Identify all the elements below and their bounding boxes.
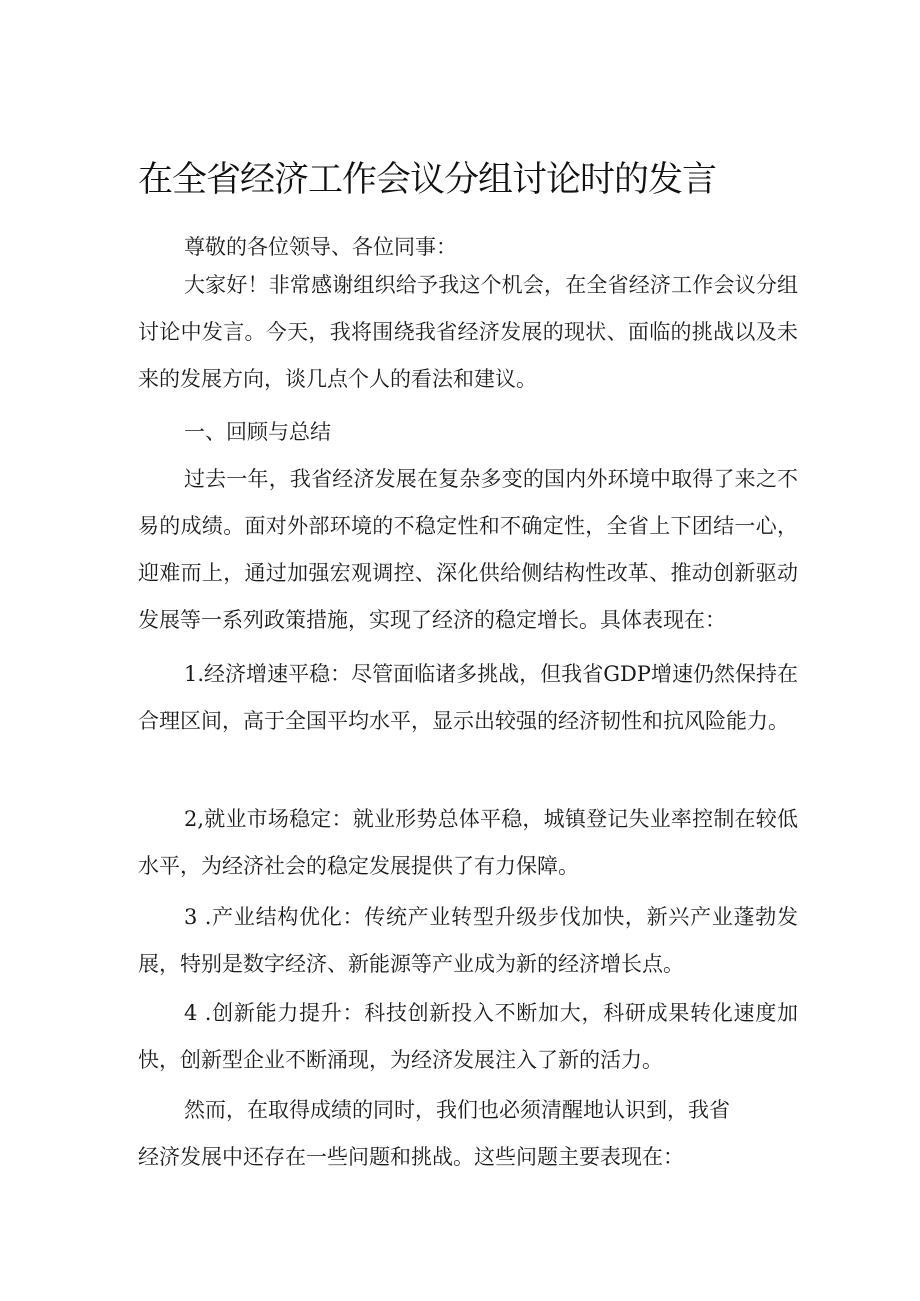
intro-paragraph: 大家好！非常感谢组织给予我这个机会，在全省经济工作会议分组讨论中发言。今天，我将围绕我省经济发展的现状、面临的挑战以及未来的发展方向，谈几点个人的看法和建议。 (138, 273, 798, 391)
point-item-4: 4 .创新能力提升：科技创新投入不断加大，科研成果转化速度加快，创新型企业不断涌现，为经济发展注入了新的活力。 (138, 1001, 798, 1072)
document-title: 在全省经济工作会议分组讨论时的发言 (138, 160, 717, 200)
point-item-2: 2,就业市场稳定：就业形势总体平稳，城镇登记失业率控制在较低水平，为经济社会的稳定发展提供了有力保障。 (138, 807, 798, 878)
point-item-3: 3 .产业结构优化：传统产业转型升级步伐加快，新兴产业蓬勃发展，特别是数字经济、新能源等产业成为新的经济增长点。 (138, 905, 798, 976)
section-heading-review: 一、回顾与总结 (184, 420, 331, 444)
closing-line-1: 然而，在取得成绩的同时，我们也必须清醒地认识到，我省 (184, 1098, 730, 1122)
review-paragraph: 过去一年，我省经济发展在复杂多变的国内外环境中取得了来之不易的成绩。面对外部环境的不稳定性和不确定性，全省上下团结一心，迎难而上，通过加强宏观调控、深化供给侧结构性改革、推动创新驱动发展等一系列政策措施，实现了经济的稳定增长。具体表现在： (138, 467, 798, 632)
closing-line-2: 经济发展中还存在一些问题和挑战。这些问题主要表现在： (138, 1145, 684, 1169)
salutation: 尊敬的各位领导、各位同事： (184, 235, 457, 259)
point-item-1: 1.经济增速平稳：尽管面临诸多挑战，但我省GDP增速仍然保持在合理区间，高于全国平均水平，显示出较强的经济韧性和抗风险能力。 (138, 662, 798, 733)
